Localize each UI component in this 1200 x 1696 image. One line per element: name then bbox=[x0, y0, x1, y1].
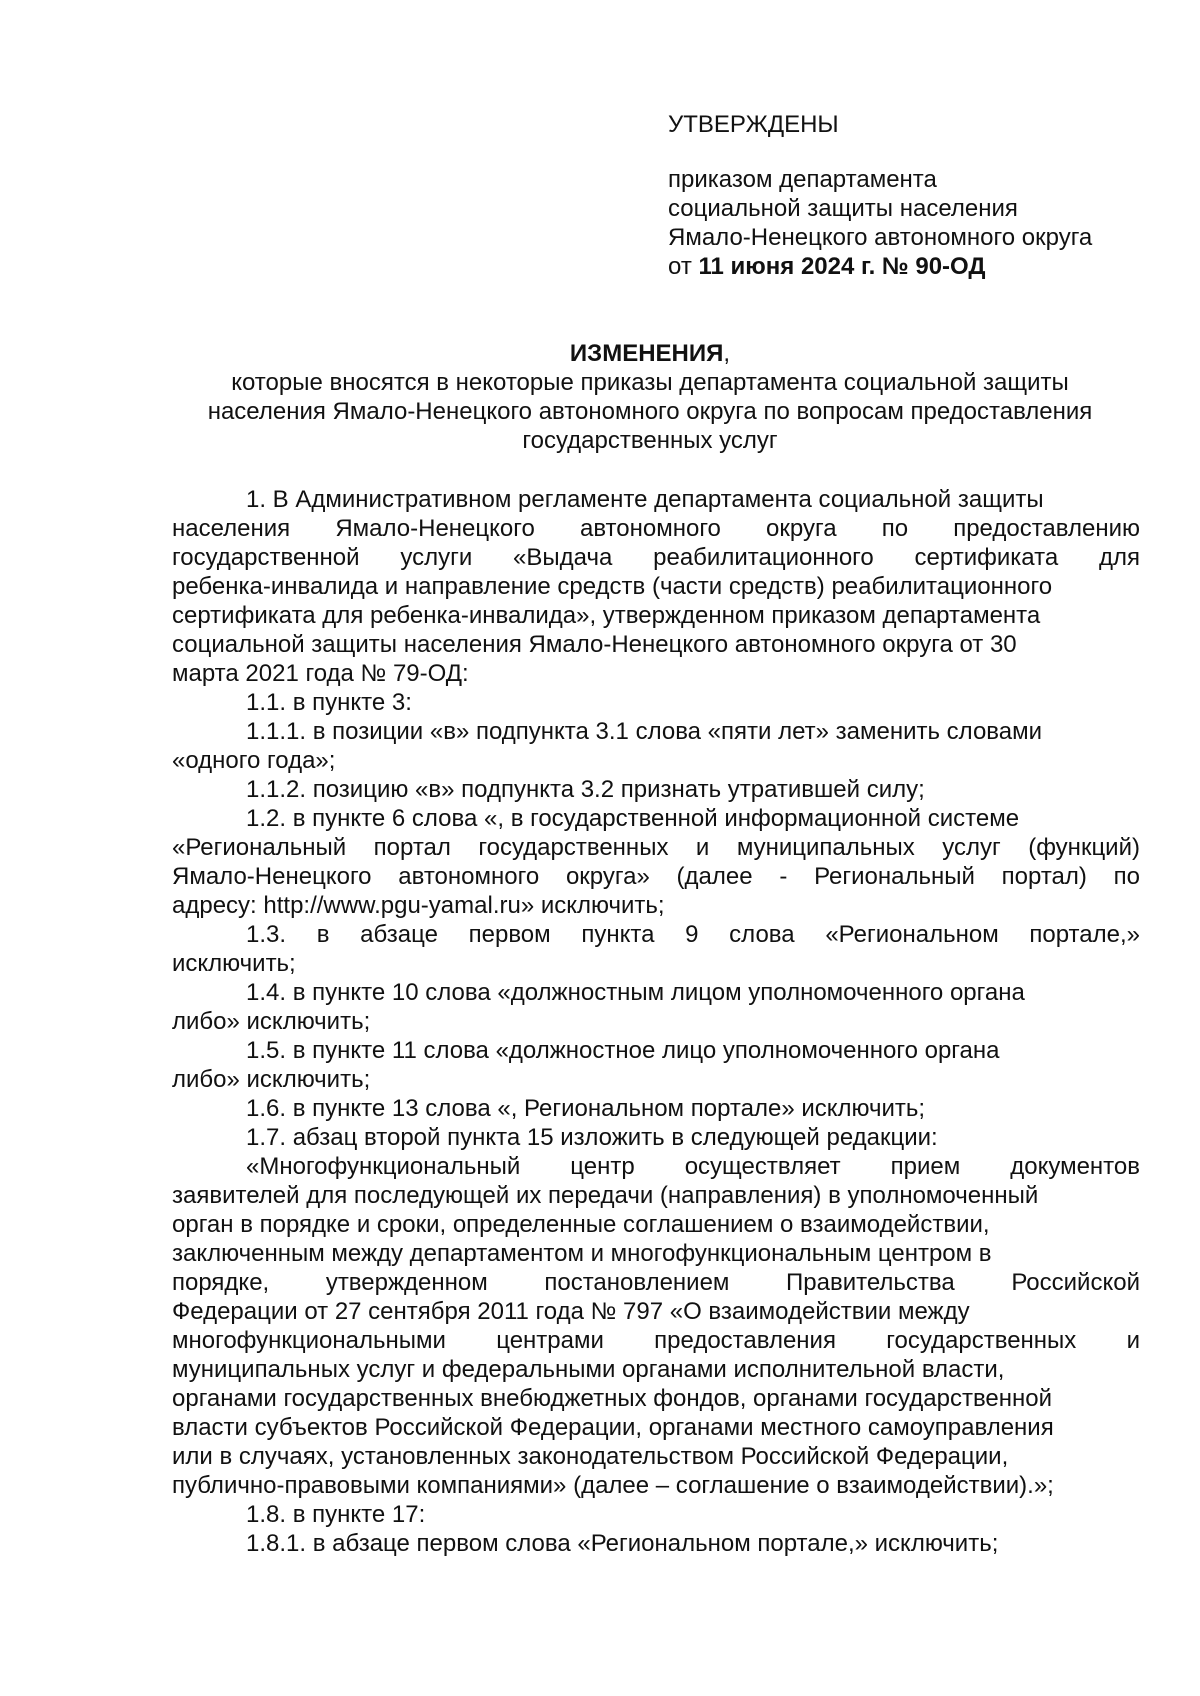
body-line: адресу: http://www.pgu-yamal.ru» исключить; bbox=[172, 892, 665, 919]
body-line: 1.1. в пункте 3: bbox=[246, 689, 412, 716]
body-line: заключенным между департаментом и многофункциональным центром в bbox=[172, 1240, 992, 1267]
title-heading bbox=[150, 339, 1150, 368]
approval-heading: УТВЕРЖДЕНЫ bbox=[668, 111, 839, 138]
body-line: государственной услуги «Выдача реабилитационного сертификата для bbox=[172, 544, 1140, 571]
body-line: 1.4. в пункте 10 слова «должностным лицом уполномоченного органа bbox=[246, 979, 1025, 1006]
body-line: 1.8.1. в абзаце первом слова «Региональном портале,» исключить; bbox=[246, 1530, 999, 1557]
document-body bbox=[172, 485, 1140, 1558]
body-line: 1.7. абзац второй пункта 15 изложить в следующей редакции: bbox=[246, 1124, 938, 1151]
body-line: или в случаях, установленных законодательством Российской Федерации, bbox=[172, 1443, 1009, 1470]
approval-line: Ямало-Ненецкого автономного округа bbox=[668, 224, 1093, 251]
title-heading-bold: ИЗМЕНЕНИЯ bbox=[569, 340, 724, 367]
body-line: либо» исключить; bbox=[172, 1066, 371, 1093]
body-line: муниципальных услуг и федеральными органами исполнительной власти, bbox=[172, 1356, 1005, 1383]
body-line: «Многофункциональный центр осуществляет прием документов bbox=[246, 1153, 1140, 1180]
title-heading-tail: , bbox=[723, 340, 731, 367]
body-line: населения Ямало-Ненецкого автономного округа по предоставлению bbox=[172, 515, 1140, 542]
body-line: 1.5. в пункте 11 слова «должностное лицо уполномоченного органа bbox=[246, 1037, 1000, 1064]
body-line: сертификата для ребенка-инвалида», утвержденном приказом департамента bbox=[172, 602, 1041, 629]
body-line: исключить; bbox=[172, 950, 296, 977]
body-line: «Региональный портал государственных и муниципальных услуг (функций) bbox=[172, 834, 1140, 861]
body-line: заявителей для последующей их передачи (направления) в уполномоченный bbox=[172, 1182, 1039, 1209]
body-line: 1. В Административном регламенте департамента социальной защиты bbox=[246, 486, 1044, 513]
body-line: либо» исключить; bbox=[172, 1008, 371, 1035]
body-line: ребенка-инвалида и направление средств (части средств) реабилитационного bbox=[172, 573, 1053, 600]
title-line: которые вносятся в некоторые приказы департамента социальной защиты bbox=[231, 369, 1069, 396]
approval-date-prefix: от bbox=[668, 253, 699, 280]
document-title bbox=[150, 339, 1150, 455]
body-line: социальной защиты населения Ямало-Ненецкого автономного округа от 30 bbox=[172, 631, 1017, 658]
approval-gap bbox=[668, 139, 1168, 165]
body-line: Федерации от 27 сентября 2011 года № 797 «О взаимодействии между bbox=[172, 1298, 970, 1325]
body-line: 1.1.2. позицию «в» подпункта 3.2 признать утратившей силу; bbox=[246, 776, 925, 803]
body-line: Ямало-Ненецкого автономного округа» (далее - Региональный портал) по bbox=[172, 863, 1140, 890]
approval-block bbox=[668, 110, 1168, 281]
body-line: 1.1.1. в позиции «в» подпункта 3.1 слова «пяти лет» заменить словами bbox=[246, 718, 1043, 745]
body-line: власти субъектов Российской Федерации, органами местного самоуправления bbox=[172, 1414, 1054, 1441]
body-line: порядке, утвержденном постановлением Правительства Российской bbox=[172, 1269, 1140, 1296]
body-line: 1.6. в пункте 13 слова «, Региональном портале» исключить; bbox=[246, 1095, 926, 1122]
body-line: многофункциональными центрами предоставления государственных и bbox=[172, 1327, 1140, 1354]
body-line: «одного года»; bbox=[172, 747, 336, 774]
body-line: 1.3. в абзаце первом пункта 9 слова «Региональном портале,» bbox=[246, 921, 1140, 948]
body-line: публично-правовыми компаниями» (далее – соглашение о взаимодействии).»; bbox=[172, 1472, 1054, 1499]
approval-line: приказом департамента bbox=[668, 166, 937, 193]
body-line: орган в порядке и сроки, определенные соглашением о взаимодействии, bbox=[172, 1211, 990, 1238]
body-line: 1.2. в пункте 6 слова «, в государственной информационной системе bbox=[246, 805, 1020, 832]
approval-date-value: 11 июня 2024 г. № 90-ОД bbox=[698, 253, 986, 280]
title-line: государственных услуг bbox=[522, 427, 778, 454]
approval-line: социальной защиты населения bbox=[668, 195, 1018, 222]
title-line: населения Ямало-Ненецкого автономного округа по вопросам предоставления bbox=[207, 398, 1093, 425]
body-line: марта 2021 года № 79-ОД: bbox=[172, 660, 469, 687]
body-line: органами государственных внебюджетных фондов, органами государственной bbox=[172, 1385, 1053, 1412]
approval-date bbox=[668, 252, 1168, 281]
body-line: 1.8. в пункте 17: bbox=[246, 1501, 426, 1528]
